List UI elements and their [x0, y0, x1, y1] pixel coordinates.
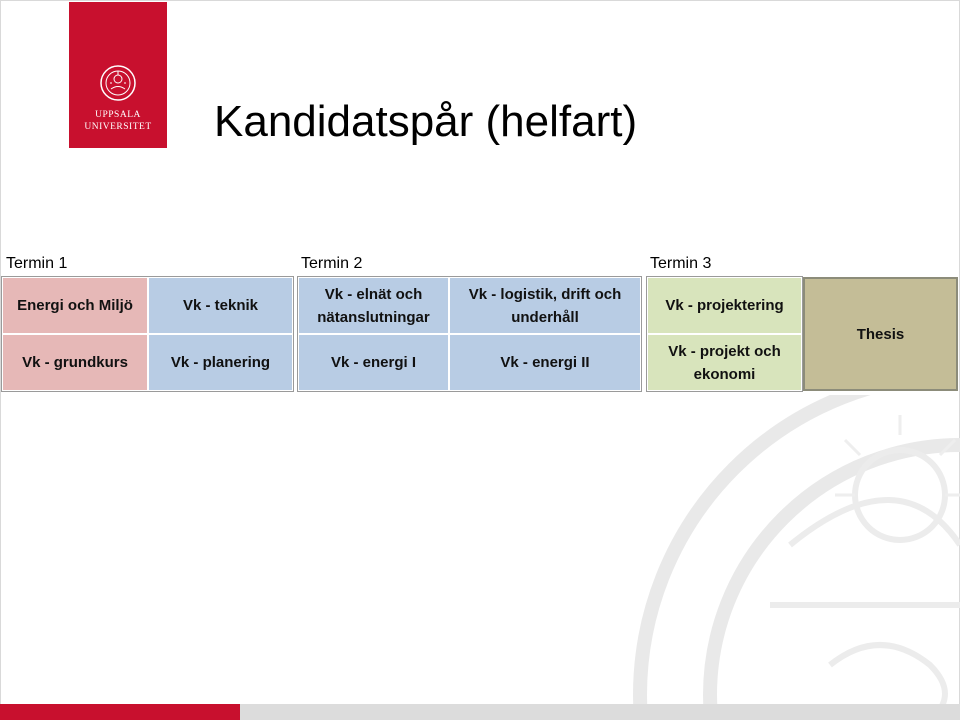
course-thesis: [803, 277, 958, 391]
term-2-frame: [297, 276, 642, 392]
seal-watermark-icon: [600, 395, 960, 720]
term-3-label: Termin 3: [650, 255, 712, 272]
footer-band-gray: [240, 704, 960, 720]
term-1-frame: [1, 276, 294, 392]
course-label: Thesis: [856, 325, 905, 343]
seal-icon: [99, 64, 137, 102]
term-2-label: Termin 2: [301, 255, 363, 272]
footer-band-red: [0, 704, 240, 720]
course-label: Energi och Miljö: [17, 297, 133, 314]
course-label: Vk - energi II: [500, 354, 590, 371]
course-label: Vk - energi I: [330, 354, 417, 371]
course-label-line-1: Vk - logistik, drift och: [468, 285, 622, 303]
logo-line-2: UNIVERSITET: [84, 122, 152, 132]
course-label-line-2: underhåll: [511, 308, 579, 326]
logo-line-1: UPPSALA: [95, 110, 141, 120]
course-label: Vk - grundkurs: [22, 354, 128, 371]
course-label-line-2: ekonomi: [693, 365, 756, 383]
course-label: Vk - teknik: [182, 297, 259, 314]
course-label: Vk - planering: [170, 354, 271, 371]
course-label-line-1: Vk - projekt och: [668, 342, 781, 360]
term-1-label: Termin 1: [6, 255, 68, 272]
page-title: Kandidatspår (helfart): [214, 97, 638, 146]
term-3-frame: [646, 276, 803, 392]
university-logo: [69, 2, 167, 148]
course-label: Vk - projektering: [665, 297, 784, 314]
course-label-line-1: Vk - elnät och: [324, 285, 423, 303]
course-label-line-2: nätanslutningar: [317, 308, 430, 326]
